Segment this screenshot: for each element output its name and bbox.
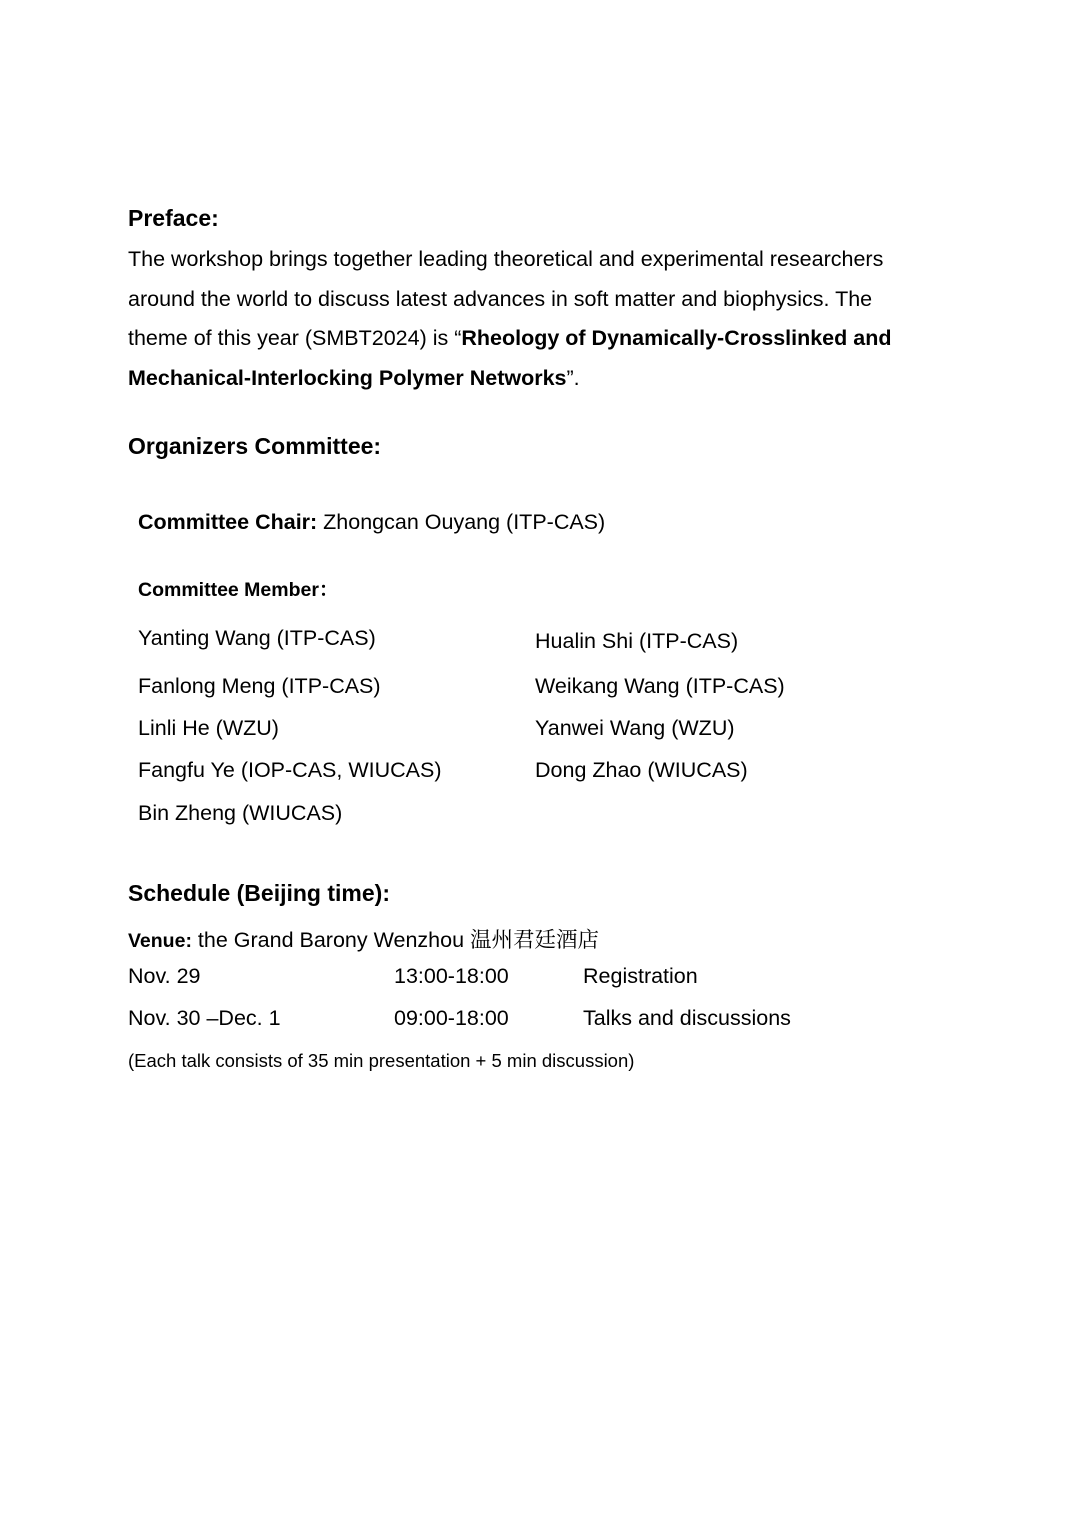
schedule-row-2-date: Nov. 30 –Dec. 1 [128, 1006, 281, 1030]
schedule-row-1-event: Registration [583, 964, 698, 988]
preface-line-4-text: ”. [566, 365, 580, 390]
preface-line-3 [128, 319, 958, 359]
venue-label: Venue: [128, 930, 192, 952]
theme-title-part-1: Rheology of Dynamically-Crosslinked and [461, 326, 892, 351]
committee-chair-label: Committee Chair: [138, 510, 318, 534]
member-left-5: Bin Zheng (WIUCAS) [138, 801, 343, 825]
preface-paragraph [128, 240, 958, 398]
preface-line-4 [128, 359, 958, 399]
committee-chair-value: Zhongcan Ouyang (ITP-CAS) [317, 510, 606, 534]
schedule-row-1-time: 13:00-18:00 [394, 964, 509, 988]
schedule-row-2-time: 09:00-18:00 [394, 1006, 509, 1030]
member-right-2: Weikang Wang (ITP-CAS) [535, 674, 785, 698]
member-right-3: Yanwei Wang (WZU) [535, 716, 735, 740]
member-left-3: Linli He (WZU) [138, 716, 279, 740]
preface-line-3-text: theme of this year (SMBT2024) is “ [128, 326, 462, 351]
schedule-heading: Schedule (Beijing time): [128, 880, 390, 906]
venue-line [128, 923, 599, 954]
member-left-1: Yanting Wang (ITP-CAS) [138, 626, 376, 650]
member-left-4: Fangfu Ye (IOP-CAS, WIUCAS) [138, 758, 442, 782]
member-left-2: Fanlong Meng (ITP-CAS) [138, 674, 381, 698]
venue-value: the Grand Barony Wenzhou 温州君廷酒店 [191, 928, 600, 952]
talk-format-note: (Each talk consists of 35 min presentation + 5 min discussion) [128, 1050, 635, 1071]
preface-line-2: around the world to discuss latest advances in soft matter and biophysics. The [128, 286, 873, 311]
preface-heading: Preface: [128, 205, 219, 231]
organizers-heading: Organizers Committee: [128, 433, 382, 459]
committee-member-label: Committee Member： [138, 579, 339, 601]
preface-line-1: The workshop brings together leading theoretical and experimental researchers [128, 247, 884, 271]
theme-title-part-2: Mechanical-Interlocking Polymer Networks [128, 365, 567, 390]
member-right-4: Dong Zhao (WIUCAS) [535, 758, 748, 782]
committee-chair [138, 510, 605, 535]
schedule-row-1-date: Nov. 29 [128, 964, 201, 988]
member-right-1: Hualin Shi (ITP-CAS) [535, 629, 739, 653]
schedule-row-2-event: Talks and discussions [583, 1006, 791, 1030]
